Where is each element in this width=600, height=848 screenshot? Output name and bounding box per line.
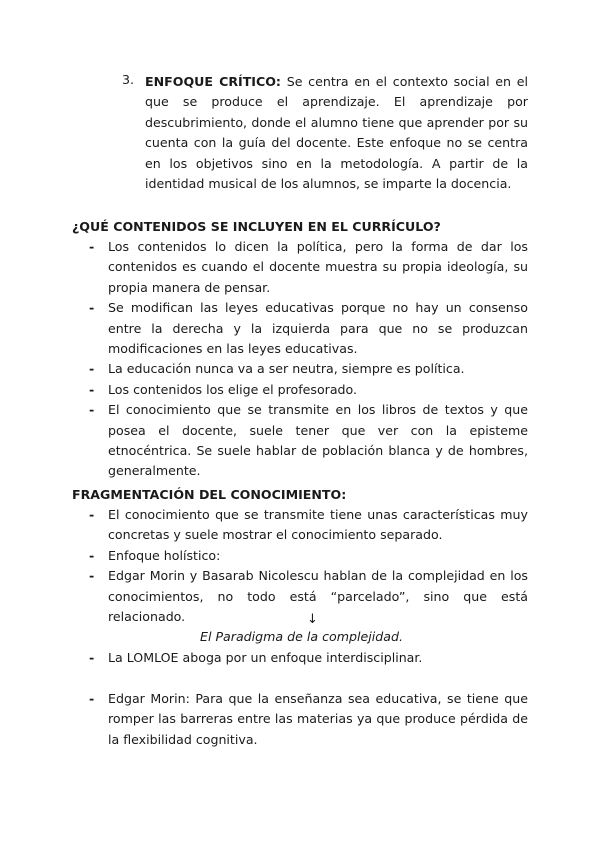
numbered-item-enfoque-critico [122,72,528,194]
bullet-dash: - [89,300,95,316]
fragmentacion-list [72,505,528,627]
list-item: - El conocimiento que se transmite tiene unas características muy concretas y suele mostrar el conocimiento separado. [89,507,528,543]
list-item: - Los contenidos los elige el profesorado. [72,380,528,400]
list-item: - Edgar Morin: Para que la enseñanza sea educativa, se tiene que romper las barreras entre las materias ya que produce pérdida de la flexibilidad cognitiva. [89,691,528,747]
list-item: - Los contenidos lo dicen la política, pero la forma de dar los contenidos es cuando el docente muestra su propia ideología, su propia manera de pensar. [89,239,528,295]
section-heading-fragmentacion: FRAGMENTACIÓN DEL CONOCIMIENTO: [72,487,347,502]
item-text [145,72,528,194]
bullet-dash: - [89,507,95,522]
bullet-dash: - [89,568,95,584]
list-item: - La educación nunca va a ser neutra, siempre es política. [72,359,528,379]
item-label: ENFOQUE CRÍTICO: [145,74,281,89]
morin-list [72,689,528,750]
list-item: - El conocimiento que se transmite en los libros de textos y que posea el docente, suele tener que ver con la episteme etnocéntrica. Se suele hablar de población blanca y de hombres, generalmente. [89,402,528,479]
bullet-dash: - [89,239,95,254]
paradigm-caption: El Paradigma de la complejidad. [200,629,403,644]
list-item: - Enfoque holístico: [72,546,528,566]
list-item: - Se modifican las leyes educativas porque no hay un consenso entre la derecha y la izquierda para que no se produzcan modificaciones en las leyes educativas. [89,300,528,357]
contenidos-list [72,237,528,482]
bullet-dash: - [89,381,95,397]
down-arrow-icon: ↓ [307,612,318,627]
list-item: - Edgar Morin y Basarab Nicolescu hablan de la complejidad en los conocimientos, no todo está “parcelado”, sino que está relacionado. [89,568,528,625]
lomloe-list [72,648,528,668]
bullet-dash: - [89,691,95,706]
bullet-dash: - [89,402,95,418]
bullet-dash: - [89,650,95,665]
item-number: 3. [122,72,135,87]
item-body: Se centra en el contexto social en el que se produce el aprendizaje. El aprendizaje por descubrimiento, donde el alumno tiene que aprender por su cuenta con la guía del docente. Este enfoque no se centra en los objetivos sino en la metodología. A partir de la identidad musical de los alumnos, se imparte la docencia. [145,74,528,192]
bullet-dash: - [89,361,95,377]
section-heading-contenidos: ¿QUÉ CONTENIDOS SE INCLUYEN EN EL CURRÍCULO? [72,219,441,234]
list-item: - La LOMLOE aboga por un enfoque interdisciplinar. [72,648,528,668]
bullet-dash: - [89,547,95,563]
